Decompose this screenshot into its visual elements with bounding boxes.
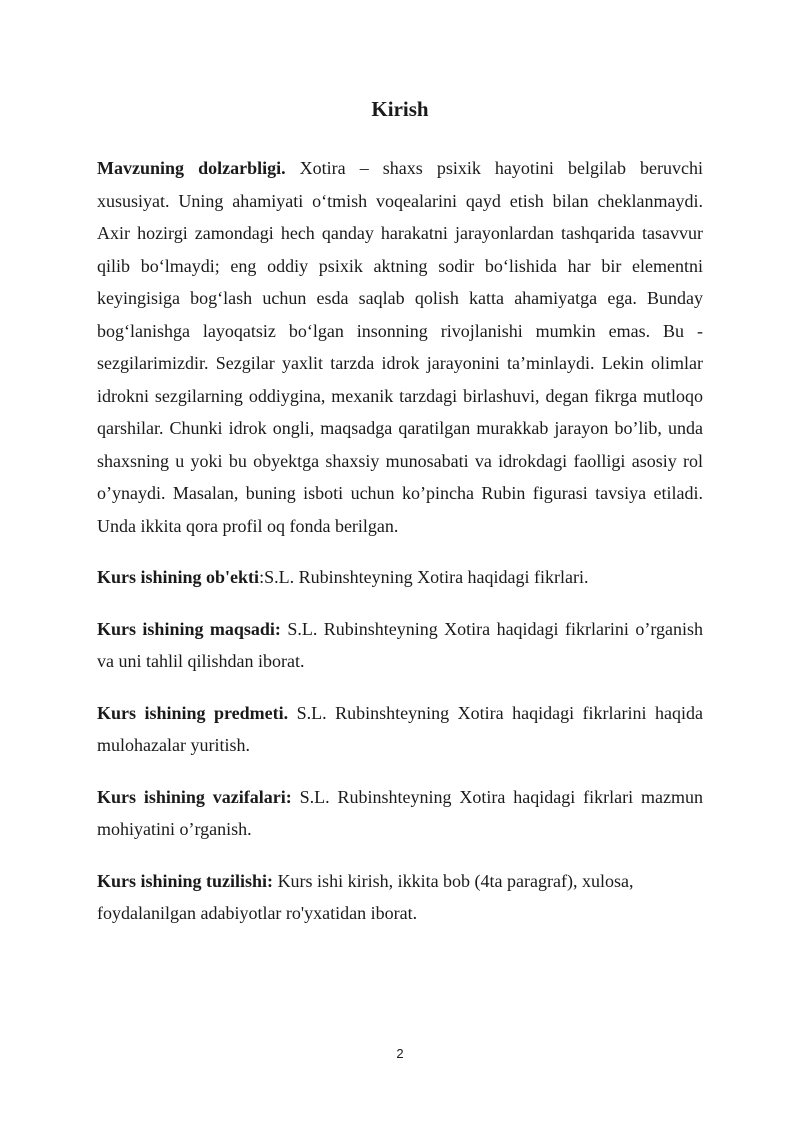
paragraph-relevance — [97, 152, 703, 542]
page-number: 2 — [396, 1046, 404, 1061]
paragraph-body: Kurs ishi kirish, ikkita bob (4ta paragraf), xulosa, foydalanilgan adabiyotlar ro'yxatidan iborat. — [97, 870, 634, 923]
paragraph-structure — [97, 865, 703, 930]
paragraph-lead: Kurs ishining vazifalari: — [97, 786, 292, 807]
paragraph-lead: Kurs ishining predmeti. — [97, 702, 289, 723]
paragraph-body: :S.L. Rubinshteyning Xotira haqidagi fikrlari. — [259, 567, 589, 587]
paragraph-lead: Kurs ishining maqsadi: — [97, 618, 281, 639]
paragraph-goal — [97, 613, 703, 678]
paragraph-lead: Kurs ishining tuzilishi: — [97, 870, 274, 891]
paragraph-object — [97, 561, 703, 594]
paragraph-body: S.L. Rubinshteyning Xotira haqidagi fikrlarini o’rganish va uni tahlil qilishdan iborat. — [97, 618, 704, 671]
paragraph-tasks — [97, 781, 703, 846]
paragraph-body: S.L. Rubinshteyning Xotira haqidagi fikrlarini haqida mulohazalar yuritish. — [97, 702, 703, 755]
paragraph-body: Xotira – shaxs psixik hayotini belgilab beruvchi xususiyat. Uning ahamiyati o‘tmish voqealarini qayd etish bilan cheklanmaydi. Axir hozirgi zamondagi hech qanday harakatni jarayonlardan tashqarida tasavvur qilib bo‘lmaydi; eng oddiy psixik aktning sodir bo‘lishida har bir elementni keyingisiga bog‘lash uchun esda saqlab qolish katta ahamiyatga ega. Bunday bog‘lanishga layoqatsiz bo‘lgan insonning rivojlanishi mumkin emas. Bu - sezgilarimizdir. Sezgilar yaxlit tarzda idrok jarayonini ta’minlaydi. Lekin olimlar idrokni sezgilarning oddiygina, mexanik tarzdagi birlashuvi, degan fikrga mutloqo qarshilar. Chunki idrok ongli, maqsadga qaratilgan murakkab jarayon bo’lib, unda shaxsning u yoki bu obyektga shaxsiy munosabati va idrokdagi faolligi asosiy rol o’ynaydi. Masalan, buning isboti uchun ko’pincha Rubin figurasi tavsiya etiladi. Unda ikkita qora profil oq fonda berilgan. — [97, 158, 704, 536]
paragraph-lead: Kurs ishining ob'ekti — [97, 567, 260, 587]
paragraph-subject — [97, 697, 703, 762]
paragraph-lead: Mavzuning dolzarbligi. — [97, 158, 286, 178]
page-title: Kirish — [371, 97, 429, 121]
paragraph-body: S.L. Rubinshteyning Xotira haqidagi fikrlari mazmun mohiyatini o’rganish. — [97, 786, 703, 839]
